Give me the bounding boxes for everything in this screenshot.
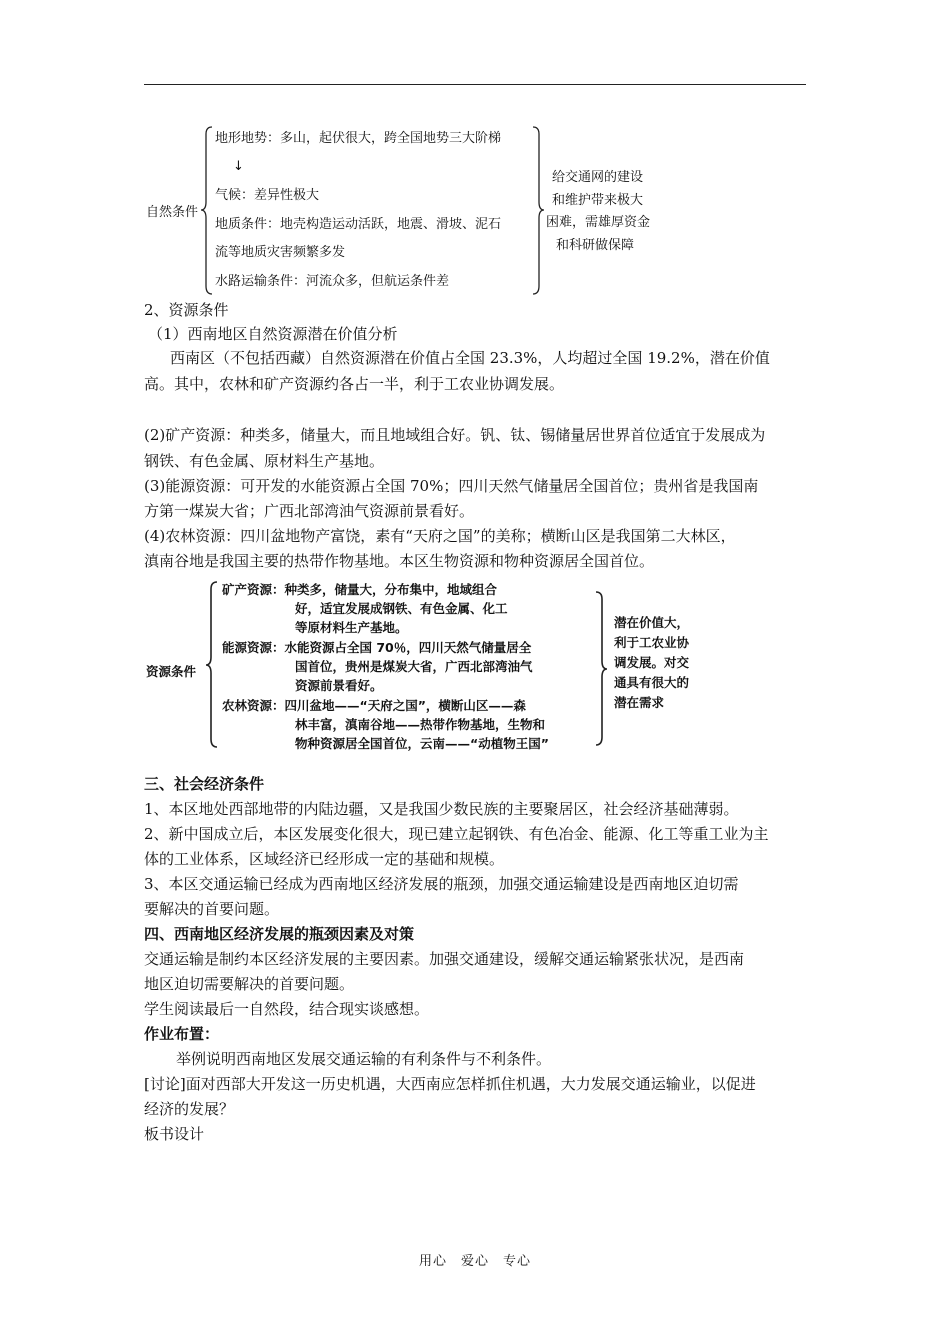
- board-design-label: 板书设计: [144, 1125, 205, 1143]
- diagram-result: 利于工农业协: [614, 635, 690, 650]
- diagram-label: 资源条件: [146, 664, 197, 679]
- arrow-down-icon: ↓: [233, 159, 244, 174]
- diagram-item: 地形地势：多山，起伏很大，跨全国地势三大阶梯: [215, 131, 502, 146]
- paragraph: 1、本区地处西部地带的内陆边疆，又是我国少数民族的主要聚居区，社会经济基础薄弱。: [144, 800, 739, 818]
- diagram-result: 给交通网的建设: [552, 170, 644, 185]
- diagram-item: 地质条件：地壳构造运动活跃，地震、滑坡、泥石: [215, 217, 502, 232]
- diagram-result: 潜在价值大，: [614, 615, 690, 630]
- diagram-item: 流等地质灾害频繁多发: [215, 245, 346, 260]
- diagram-result: 和维护带来极大: [552, 193, 644, 208]
- paragraph: 方第一煤炭大省；广西北部湾油气资源前景看好。: [144, 502, 475, 520]
- diagram-result: 困难，需雄厚资金: [546, 215, 651, 230]
- section-heading: 2、资源条件: [144, 301, 229, 319]
- header-rule: [144, 84, 806, 85]
- paragraph: 学生阅读最后一自然段，结合现实谈感想。: [144, 1000, 430, 1018]
- paragraph: (4)农林资源：四川盆地物产富饶，素有“天府之国”的美称；横断山区是我国第二大林区，: [144, 527, 736, 545]
- paragraph: 体的工业体系，区域经济已经形成一定的基础和规模。: [144, 850, 505, 868]
- paragraph: 西南区（不包括西藏）自然资源潜在价值占全国 23.3%，人均超过全国 19.2%，潜在价值: [170, 349, 770, 367]
- section-heading: 四、西南地区经济发展的瓶颈因素及对策: [144, 925, 415, 943]
- right-brace: [594, 591, 608, 747]
- paragraph: 地区迫切需要解决的首要问题。: [144, 975, 355, 993]
- paragraph: (3)能源资源：可开发的水能资源占全国 70%；四川天然气储量居全国首位；贵州省是我国南: [144, 477, 759, 495]
- left-brace: [205, 581, 219, 749]
- diagram-item: 矿产资源：种类多，储量大，分布集中，地域组合: [222, 582, 498, 597]
- diagram-result: 调发展。对交: [614, 655, 690, 670]
- homework-task: 举例说明西南地区发展交通运输的有利条件与不利条件。: [176, 1050, 552, 1068]
- homework-heading: 作业布置：: [144, 1025, 220, 1043]
- paragraph: 交通运输是制约本区经济发展的主要因素。加强交通建设，缓解交通运输紧张状况，是西南: [144, 950, 745, 968]
- diagram-item: 农林资源：四川盆地——“天府之国”，横断山区——森: [222, 698, 526, 713]
- diagram-item: 水路运输条件：河流众多，但航运条件差: [215, 274, 450, 289]
- discussion: [讨论]面对西部大开发这一历史机遇，大西南应怎样抓住机遇，大力发展交通运输业，以促进: [144, 1075, 756, 1093]
- diagram-result: 潜在需求: [614, 695, 665, 710]
- diagram-item: 资源前景看好。: [295, 678, 383, 693]
- subheading: （1）西南地区自然资源潜在价值分析: [148, 325, 398, 343]
- right-brace: [531, 126, 545, 296]
- paragraph: 钢铁、有色金属、原材料生产基地。: [144, 452, 385, 470]
- paragraph: 要解决的首要问题。: [144, 900, 280, 918]
- diagram-item: 国首位，贵州是煤炭大省，广西北部湾油气: [295, 659, 533, 674]
- left-brace: [200, 126, 214, 296]
- diagram-item: 气候：差异性极大: [215, 188, 320, 203]
- diagram-item: 能源资源：水能资源占全国 70％，四川天然气储量居全: [222, 640, 532, 655]
- section-heading: 三、社会经济条件: [144, 775, 265, 793]
- paragraph: (2)矿产资源：种类多，储量大，而且地域组合好。钒、钛、锡储量居世界首位适宜于发展成为: [144, 426, 766, 444]
- diagram-item: 林丰富，滇南谷地——热带作物基地，生物和: [295, 717, 546, 732]
- diagram-result: 通具有很大的: [614, 675, 690, 690]
- page-footer: 用心 爱心 专心: [418, 1254, 531, 1269]
- diagram-result: 和科研做保障: [556, 238, 635, 253]
- paragraph: 滇南谷地是我国主要的热带作物基地。本区生物资源和物种资源居全国首位。: [144, 552, 655, 570]
- discussion: 经济的发展？: [144, 1100, 235, 1118]
- paragraph: 3、本区交通运输已经成为西南地区经济发展的瓶颈，加强交通运输建设是西南地区迫切需: [144, 875, 739, 893]
- diagram-item: 好，适宜发展成钢铁、有色金属、化工: [295, 601, 508, 616]
- paragraph: 2、新中国成立后，本区发展变化很大，现已建立起钢铁、有色冶金、能源、化工等重工业为主: [144, 825, 769, 843]
- diagram-label: 自然条件: [146, 205, 199, 220]
- paragraph: 高。其中，农林和矿产资源约各占一半，利于工农业协调发展。: [144, 375, 565, 393]
- diagram-item: 等原材料生产基地。: [295, 620, 408, 635]
- diagram-item: 物种资源居全国首位，云南——“动植物王国”: [295, 736, 549, 751]
